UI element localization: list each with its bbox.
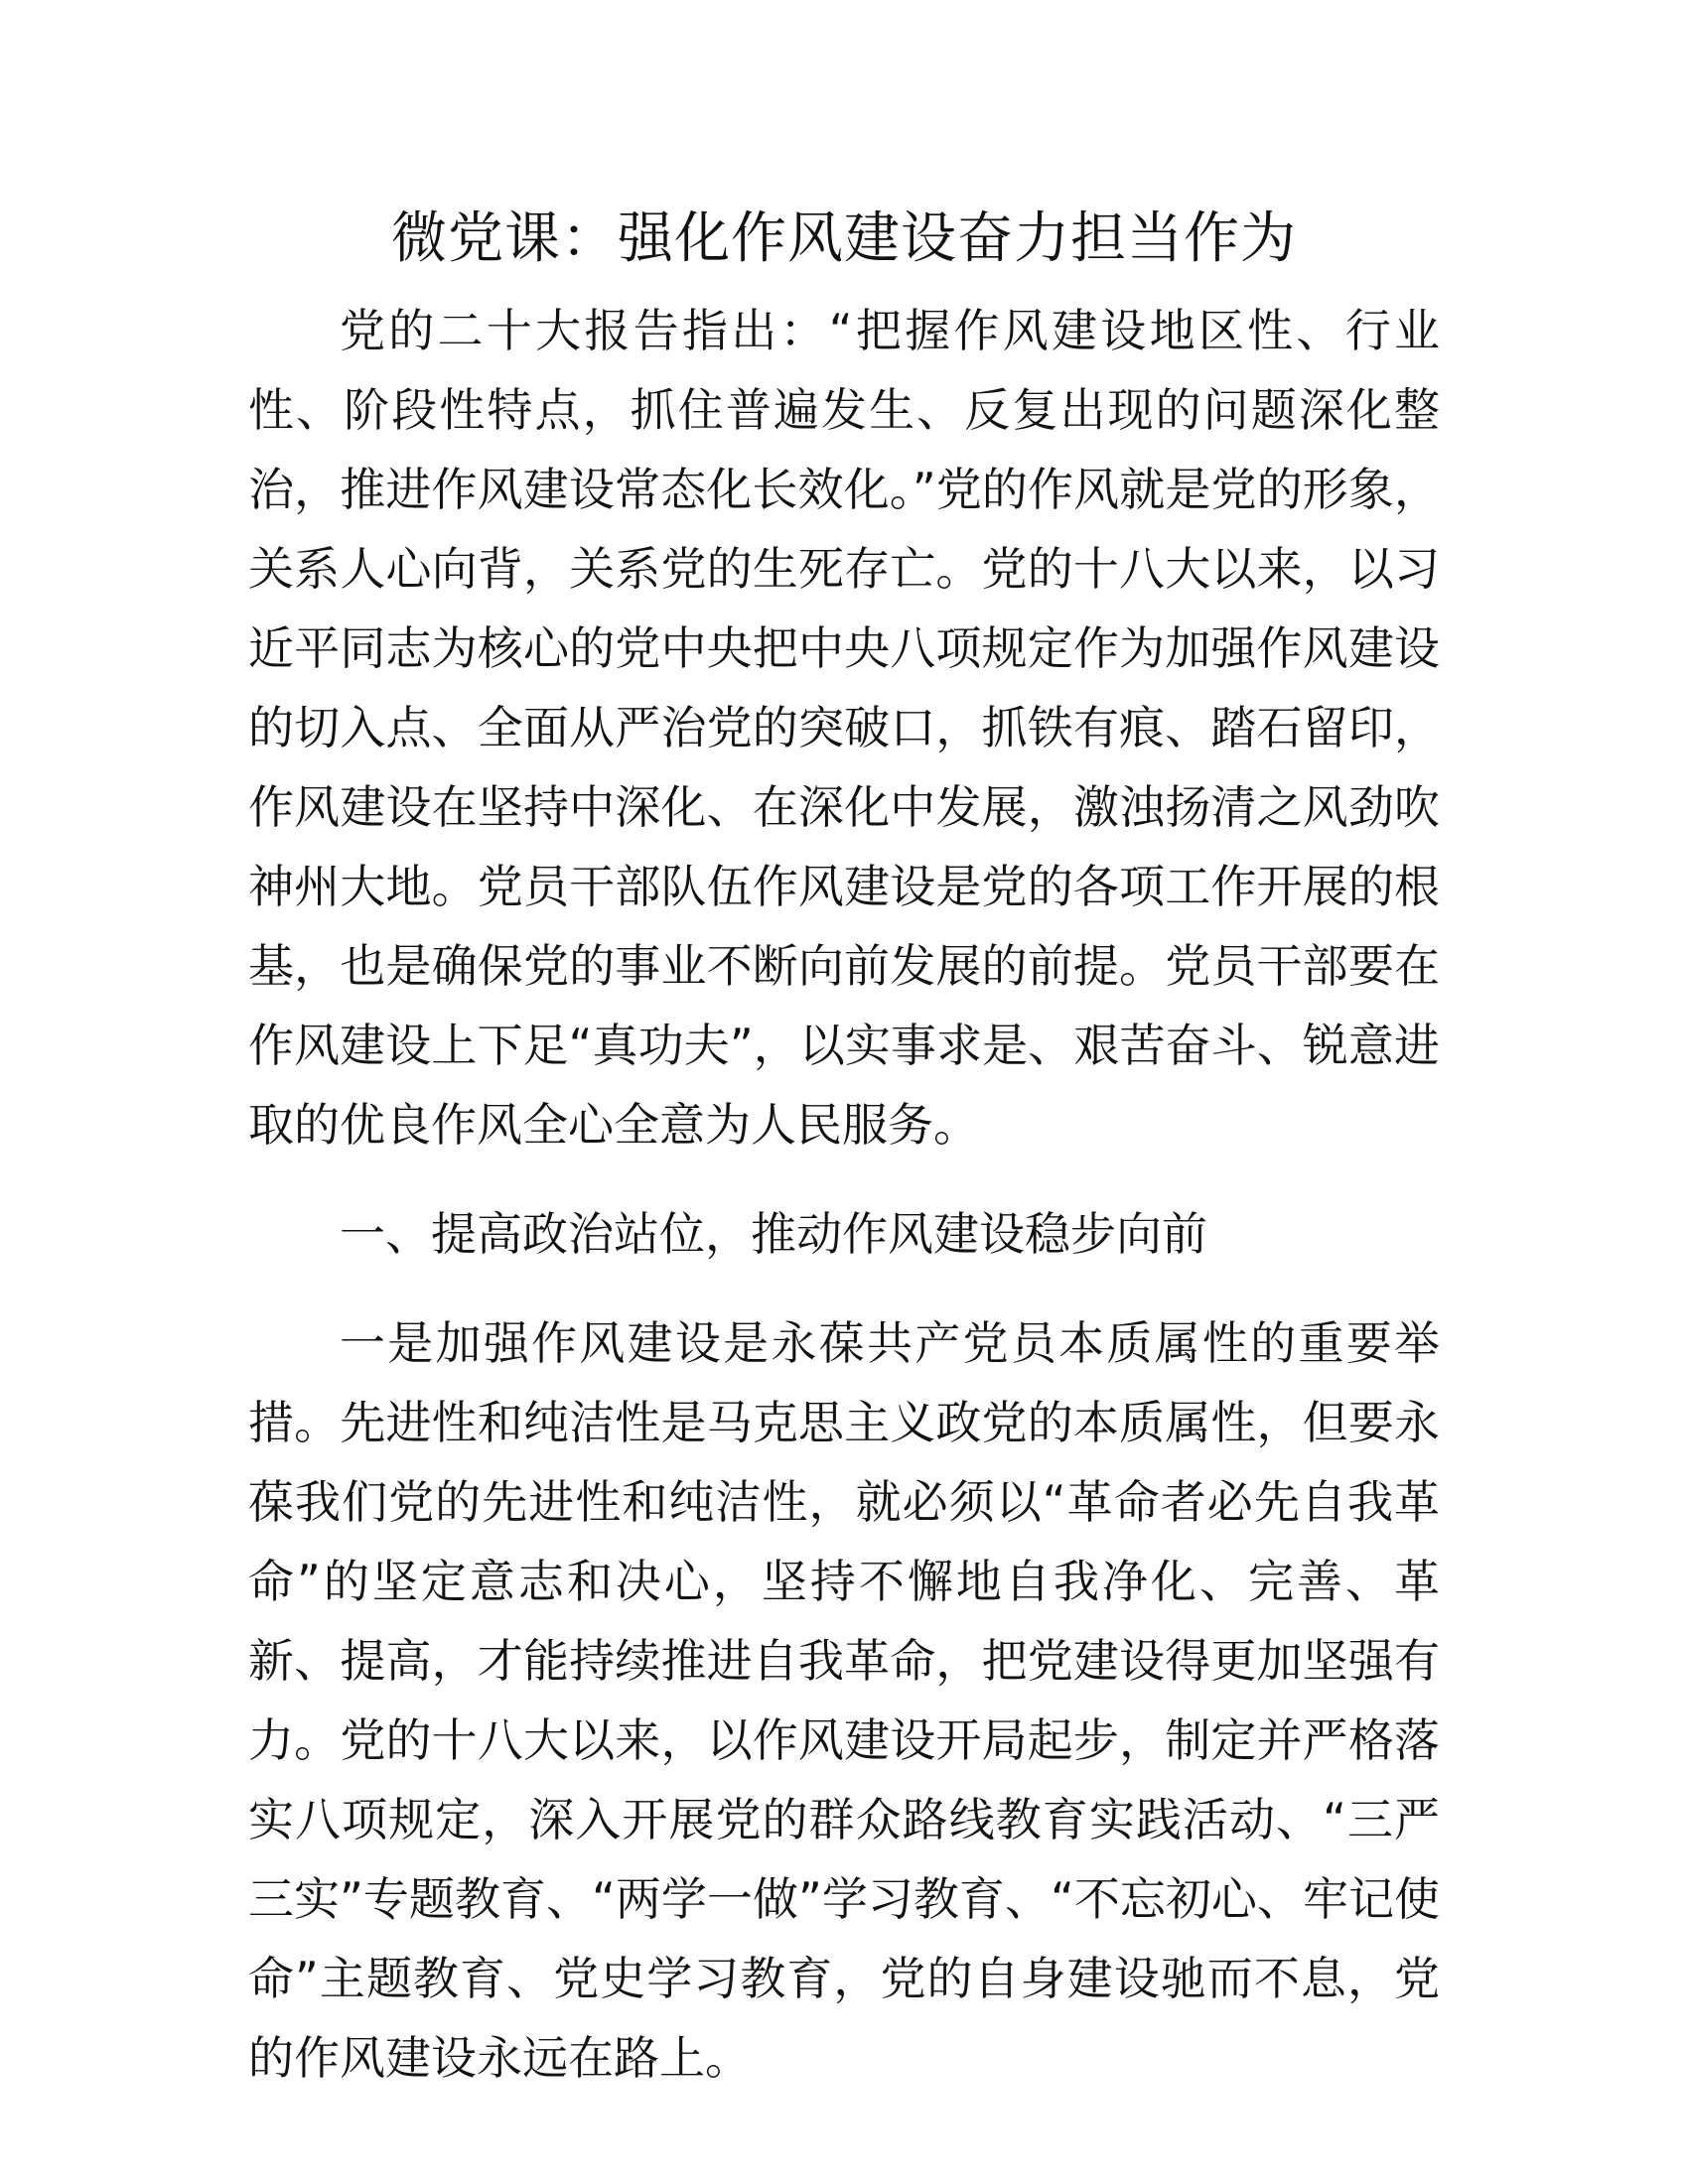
page-title: 微党课：强化作风建设奋力担当作为 bbox=[391, 206, 1297, 271]
section-heading: 一、提高政治站位，推动作风建设稳步向前 bbox=[340, 1207, 1207, 1261]
intro-paragraph: 党的二十大报告指出：“把握作风建设地区性、行业性、阶段性特点，抓住普遍发生、反复出现的问题深化整治，推进作风建设常态化长效化。”党的作风就是党的形象，关系人心向背，关系党的生死存亡。党的十八大以来，以习近平同志为核心的党中央把中央八项规定作为加强作风建设的切入点、全面从严治党的突破口，抓铁有痕、踏石留印，作风建设在坚持中深化、在深化中发展，激浊扬清之风劲吹神州大地。党员干部队伍作风建设是党的各项工作开展的根基，也是确保党的事业不断向前发展的前提。党员干部要在作风建设上下足“真功夫”，以实事求是、艰苦奋斗、锐意进取的优良作风全心全意为人民服务。 bbox=[248, 304, 1440, 1152]
document-page bbox=[248, 194, 1440, 2098]
body-paragraph: 一是加强作风建设是永葆共产党员本质属性的重要举措。先进性和纯洁性是马克思主义政党的本质属性，但要永葆我们党的先进性和纯洁性，就必须以“革命者必先自我革命”的坚定意志和决心，坚持不懈地自我净化、完善、革新、提高，才能持续推进自我革命，把党建设得更加坚强有力。党的十八大以来，以作风建设开局起步，制定并严格落实八项规定，深入开展党的群众路线教育实践活动、“三严三实”专题教育、“两学一做”学习教育、“不忘初心、牢记使命”主题教育、党史学习教育，党的自身建设驰而不息，党的作风建设永远在路上。 bbox=[248, 1316, 1440, 2085]
